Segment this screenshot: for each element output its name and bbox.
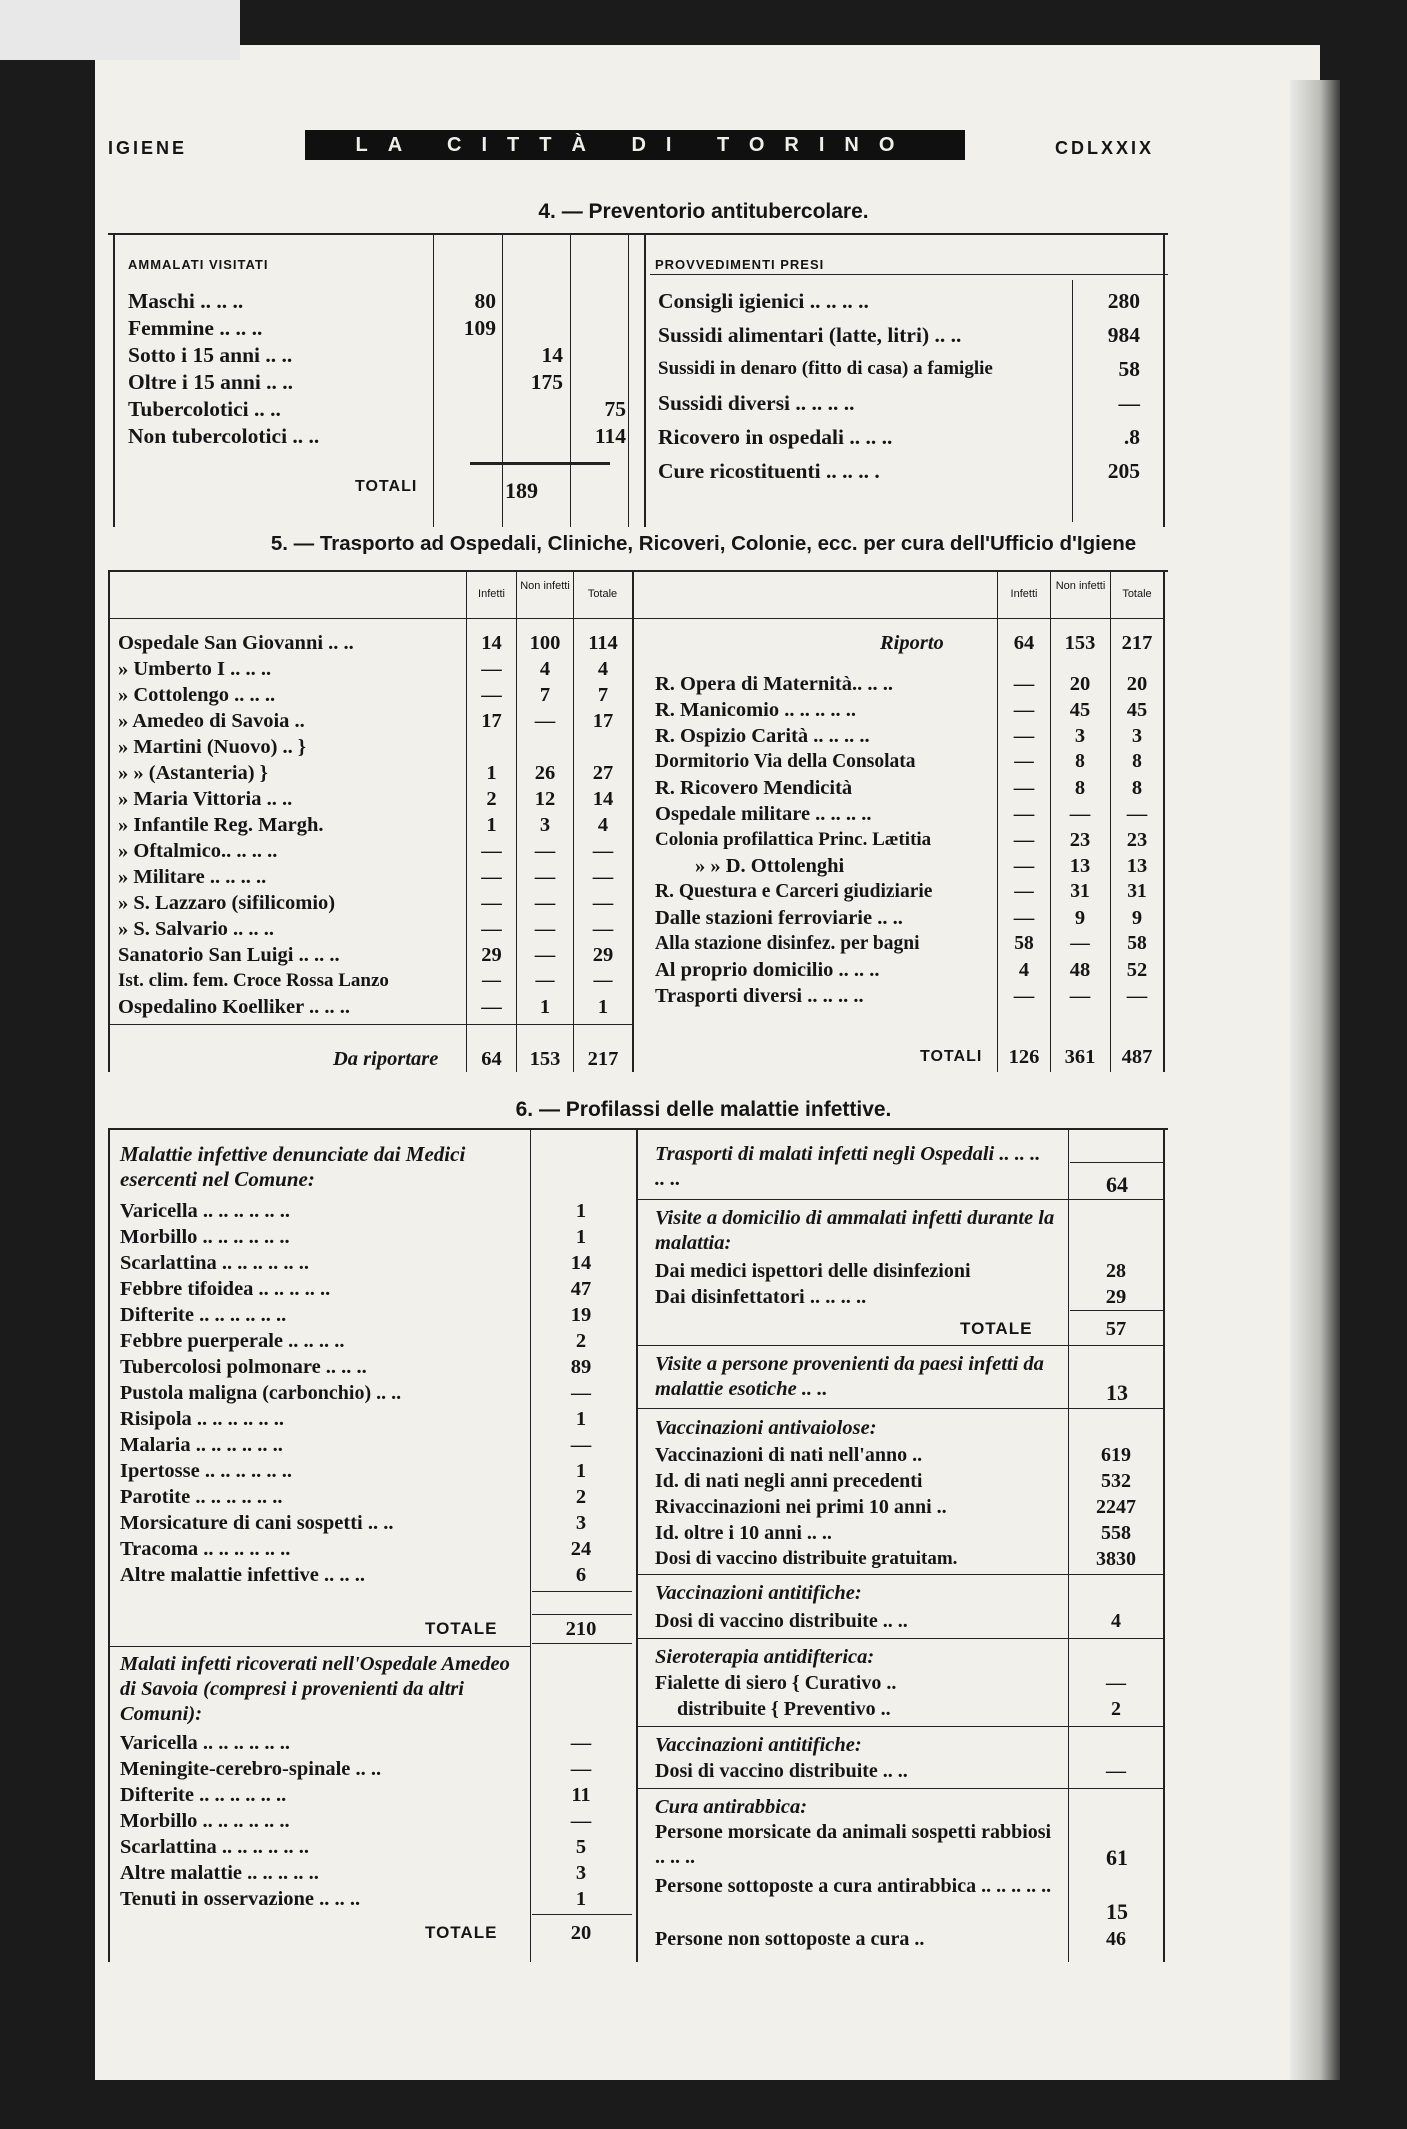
row-label: Ospedale San Giovanni .. .. — [118, 632, 354, 654]
row-value: 14 — [570, 1252, 592, 1274]
infetti-value: — — [1013, 777, 1035, 799]
infetti-value: — — [481, 996, 502, 1018]
row-value: 20 — [570, 1922, 592, 1944]
infetti-value: 58 — [1014, 933, 1034, 954]
totale-value: — — [1126, 985, 1148, 1007]
non-infetti-value: 7 — [539, 684, 551, 706]
col-head-infetti: Infetti — [478, 588, 505, 600]
row-value: 1 — [575, 1200, 587, 1222]
row-label: Pustola maligna (carbonchio) .. .. — [120, 1382, 402, 1404]
non-infetti-value: 361 — [1064, 1046, 1096, 1068]
row-label: Sussidi diversi .. .. .. .. — [658, 391, 855, 415]
totale-value: 27 — [592, 762, 614, 784]
row-label: Oltre i 15 anni .. .. — [128, 370, 294, 394]
col-head-totale: Totale — [1122, 588, 1152, 600]
totale-value: — — [1126, 803, 1148, 825]
s6-visite-head: Visite a domicilio di ammalati infetti durante la malattia: — [655, 1207, 1055, 1254]
s4-right-head: PROVVEDIMENTI PRESI — [655, 257, 825, 272]
rule — [636, 1199, 1165, 1200]
row-label: Ospedale militare .. .. .. .. — [655, 803, 872, 825]
row-value: 24 — [570, 1538, 592, 1560]
totale-value: 9 — [1131, 907, 1143, 929]
row-label: Malaria .. .. .. .. .. .. — [120, 1434, 283, 1456]
row-label: » Oftalmico.. .. .. .. — [118, 840, 278, 862]
rule — [632, 572, 634, 1072]
row-label: » Infantile Reg. Margh. — [118, 814, 324, 836]
row-value: 619 — [1101, 1444, 1131, 1466]
rule — [1070, 1310, 1163, 1311]
rule — [636, 1408, 1165, 1409]
row-label: Dosi di vaccino distribuite .. .. — [655, 1760, 908, 1782]
non-infetti-value: 3 — [1074, 725, 1086, 747]
infetti-value: — — [1013, 907, 1035, 929]
row-value: — — [1118, 391, 1140, 415]
rule — [1163, 1130, 1165, 1962]
row-label: Vaccinazioni di nati nell'anno .. — [655, 1444, 923, 1466]
non-infetti-value: — — [1070, 933, 1090, 954]
row-label: distribuite { Preventivo .. — [677, 1698, 891, 1720]
row-label: Al proprio domicilio .. .. .. — [655, 959, 880, 981]
row-label: R. Questura e Carceri giudiziarie — [655, 881, 933, 902]
row-value: — — [570, 1810, 592, 1832]
s6-left-head2: Malati infetti ricoverati nell'Ospedale Amedeo di Savoia (compresi i provenienti da altri Comuni): — [120, 1653, 510, 1725]
row-label: Sanatorio San Luigi .. .. .. — [118, 944, 340, 966]
row-label: » Maria Vittoria .. .. — [118, 788, 293, 810]
rule — [108, 233, 1168, 235]
row-label: Cure ricostituenti .. .. .. . — [658, 459, 880, 483]
row-label: Colonia profilattica Princ. Lætitia — [655, 829, 932, 850]
row-label: Febbre tifoidea .. .. .. .. .. — [120, 1278, 331, 1300]
row-label: » Cottolengo .. .. .. — [118, 684, 276, 706]
s4-total-value: 189 — [505, 478, 538, 503]
infetti-value: — — [1014, 881, 1034, 902]
row-label: Morsicature di cani sospetti .. .. — [120, 1512, 394, 1534]
row-label: » » (Astanteria) } — [118, 762, 268, 784]
row-label: Tenuti in osservazione .. .. .. — [120, 1888, 361, 1910]
row-label: Persone non sottoposte a cura .. — [655, 1928, 925, 1950]
row-label: Tubercolosi polmonare .. .. .. — [120, 1356, 367, 1378]
row-label: Tracoma .. .. .. .. .. .. — [120, 1538, 291, 1560]
row-label: » S. Salvario .. .. .. — [118, 918, 275, 940]
rule — [650, 274, 1168, 275]
row-value: 6 — [575, 1564, 587, 1586]
s4-total-label: TOTALI — [355, 478, 418, 495]
row-label: Sussidi alimentari (latte, litri) .. .. — [658, 323, 962, 347]
row-label: Sussidi in denaro (fitto di casa) a famiglie — [658, 358, 993, 379]
row-label: Morbillo .. .. .. .. .. .. — [120, 1226, 290, 1248]
page-edge-shadow — [1290, 80, 1340, 2080]
row-value: .8 — [1123, 425, 1140, 449]
non-infetti-value: 8 — [1074, 777, 1086, 799]
rule — [636, 1726, 1165, 1727]
row-label: Tubercolotici .. .. — [128, 397, 281, 421]
infetti-value: 1 — [486, 814, 497, 836]
non-infetti-value: 4 — [539, 658, 551, 680]
row-value: 46 — [1106, 1928, 1126, 1950]
row-label: Parotite .. .. .. .. .. .. — [120, 1486, 283, 1508]
s6-rabbia-value: 61 — [1106, 1845, 1128, 1870]
section-5-title: 5. — Trasporto ad Ospedali, Cliniche, Ricoveri, Colonie, ecc. per cura dell'Ufficio d'Igiene — [270, 532, 1137, 555]
row-value: 3 — [575, 1862, 587, 1884]
infetti-value: — — [1013, 673, 1035, 695]
row-value: 2 — [1111, 1698, 1121, 1720]
row-label: » Umberto I .. .. .. — [118, 658, 272, 680]
running-head-banner: LA CITTÀ DI TORINO — [305, 130, 965, 160]
row-value: 2 — [575, 1486, 587, 1508]
row-label: Morbillo .. .. .. .. .. .. — [120, 1810, 290, 1832]
infetti-value: — — [481, 658, 502, 680]
infetti-value: 64 — [1013, 632, 1035, 654]
section-6-title: 6. — Profilassi delle malattie infettive. — [515, 1098, 892, 1121]
row-value: 89 — [570, 1356, 592, 1378]
row-label: » S. Lazzaro (sifilicomio) — [118, 892, 336, 914]
infetti-value: 1 — [486, 762, 497, 784]
row-label: Dormitorio Via della Consolata — [655, 751, 916, 772]
col-head-totale: Totale — [587, 588, 618, 600]
totale-value: 8 — [1132, 751, 1142, 772]
rule — [636, 1638, 1165, 1639]
row-value: 3 — [575, 1512, 587, 1534]
rule — [634, 618, 1164, 619]
s6-trasporti-label: Trasporti di malati infetti negli Ospedali .. .. .. .. .. — [655, 1143, 1041, 1190]
row-label: Da riportare — [333, 1048, 439, 1070]
infetti-value: — — [482, 970, 501, 991]
row-label: Ricovero in ospedali .. .. .. — [658, 425, 893, 449]
row-label: Ist. clim. fem. Croce Rossa Lanzo — [118, 970, 389, 991]
infetti-value: — — [481, 918, 502, 940]
totale-value: 31 — [1127, 881, 1147, 902]
non-infetti-value: 153 — [529, 1048, 561, 1070]
row-value: — — [571, 1382, 591, 1404]
non-infetti-value: 26 — [534, 762, 556, 784]
col-head-infetti: Infetti — [1010, 588, 1038, 600]
row-value: 2 — [575, 1330, 587, 1352]
row-label: Risipola .. .. .. .. .. .. — [120, 1408, 285, 1430]
rule — [108, 1130, 110, 1962]
s6-siero-head: Sieroterapia antidifterica: — [655, 1646, 875, 1668]
row-value: 19 — [570, 1304, 592, 1326]
s6-rabbia-head: Cura antirabbica: — [655, 1796, 808, 1818]
row-value: 109 — [463, 316, 496, 340]
non-infetti-value: 45 — [1069, 699, 1091, 721]
row-value: 75 — [604, 397, 626, 421]
row-label: R. Ospizio Carità .. .. .. .. — [655, 725, 870, 747]
non-infetti-value: — — [534, 918, 556, 940]
row-value: 3830 — [1096, 1548, 1136, 1570]
rule — [636, 1345, 1165, 1346]
infetti-value: — — [1013, 985, 1035, 1007]
totale-value: — — [593, 970, 613, 991]
row-label: Dai disinfettatori .. .. .. .. — [655, 1286, 867, 1308]
non-infetti-value: 100 — [529, 632, 561, 654]
row-value: 5 — [575, 1836, 587, 1858]
infetti-value: — — [1013, 855, 1035, 877]
col-head-non-infetti: Non infetti — [520, 580, 570, 592]
row-label: » Martini (Nuovo) .. } — [118, 736, 307, 758]
non-infetti-value: — — [1069, 985, 1091, 1007]
s6-rabbia-label: Persone sottoposte a cura antirabbica .. .. .. .. .. — [655, 1875, 1052, 1897]
non-infetti-value: 23 — [1069, 829, 1091, 851]
row-value: 280 — [1107, 289, 1140, 313]
rule — [636, 1788, 1165, 1789]
row-value: 47 — [570, 1278, 592, 1300]
s6-esotiche-value: 13 — [1106, 1380, 1128, 1405]
totale-value: 17 — [592, 710, 614, 732]
totale-value: 52 — [1126, 959, 1148, 981]
row-label: Riporto — [880, 632, 944, 654]
row-label: Femmine .. .. .. — [128, 316, 263, 340]
non-infetti-value: — — [534, 866, 556, 888]
rule — [1070, 1162, 1163, 1163]
row-label: Scarlattina .. .. .. .. .. .. — [120, 1836, 310, 1858]
row-value: — — [1106, 1760, 1126, 1782]
running-head-left: IGIENE — [108, 138, 188, 158]
rule — [532, 1914, 632, 1915]
row-label: Id. di nati negli anni precedenti — [655, 1470, 923, 1492]
non-infetti-value: 31 — [1070, 881, 1090, 902]
rule — [108, 1646, 530, 1647]
non-infetti-value: 153 — [1064, 632, 1096, 654]
infetti-value: — — [1013, 829, 1035, 851]
row-label: TOTALE — [960, 1319, 1033, 1338]
row-label: R. Ricovero Mendicità — [655, 777, 853, 799]
totale-value: — — [592, 918, 614, 940]
row-value: 205 — [1107, 459, 1140, 483]
rule — [532, 1614, 632, 1615]
totale-value: 29 — [592, 944, 614, 966]
totale-value: 487 — [1121, 1046, 1153, 1068]
non-infetti-value: — — [534, 944, 556, 966]
row-label: Altre malattie .. .. .. .. .. — [120, 1862, 319, 1884]
rule — [644, 235, 646, 527]
rule — [1072, 280, 1073, 522]
scan-margin — [0, 0, 240, 60]
row-value: 210 — [565, 1618, 597, 1640]
row-label: Scarlattina .. .. .. .. .. .. — [120, 1252, 310, 1274]
row-label: Sotto i 15 anni .. .. — [128, 343, 293, 367]
s6-tifo-head: Vaccinazioni antitifiche: — [655, 1582, 862, 1604]
non-infetti-value: — — [534, 840, 556, 862]
infetti-value: 126 — [1008, 1046, 1040, 1068]
infetti-value: — — [1013, 803, 1035, 825]
rule — [1068, 1130, 1069, 1962]
infetti-value: 64 — [481, 1048, 502, 1070]
infetti-value: 2 — [486, 788, 497, 810]
s6-rabbia-label: Persone morsicate da animali sospetti rabbiosi .. .. .. — [655, 1821, 1052, 1868]
row-label: Meningite-cerebro-spinale .. .. — [120, 1758, 382, 1780]
row-value: 29 — [1105, 1286, 1127, 1308]
col-head-non-infetti: Non infetti — [1055, 580, 1106, 592]
totale-value: 13 — [1126, 855, 1148, 877]
row-value: 11 — [571, 1784, 591, 1806]
row-label: Difterite .. .. .. .. .. .. — [120, 1304, 287, 1326]
s6-rabbia-value: 15 — [1106, 1899, 1128, 1924]
row-label: Ospedalino Koelliker .. .. .. — [118, 996, 350, 1018]
row-value: — — [1106, 1672, 1126, 1694]
row-label: Dai medici ispettori delle disinfezioni — [655, 1260, 971, 1282]
non-infetti-value: 48 — [1069, 959, 1091, 981]
non-infetti-value: — — [534, 892, 556, 914]
rule — [108, 570, 1168, 572]
infetti-value: — — [481, 840, 502, 862]
totale-value: 58 — [1127, 933, 1147, 954]
totale-value: 4 — [597, 814, 609, 836]
row-label: Maschi .. .. .. — [128, 289, 244, 313]
row-value: 80 — [474, 289, 496, 313]
row-label: » Amedeo di Savoia .. — [118, 710, 305, 732]
totale-value: 14 — [592, 788, 614, 810]
row-label: Trasporti diversi .. .. .. .. — [655, 985, 864, 1007]
row-label: TOTALE — [425, 1619, 498, 1638]
infetti-value: 17 — [481, 710, 502, 732]
totale-value: 3 — [1131, 725, 1143, 747]
row-label: Consigli igienici .. .. .. .. — [658, 289, 869, 313]
non-infetti-value: — — [1069, 803, 1091, 825]
infetti-value: 4 — [1018, 959, 1030, 981]
row-value: 1 — [575, 1408, 587, 1430]
infetti-value: — — [1013, 725, 1035, 747]
non-infetti-value: 1 — [539, 996, 551, 1018]
row-value: 57 — [1105, 1318, 1127, 1340]
totale-value: — — [592, 892, 614, 914]
row-label: TOTALI — [920, 1048, 983, 1065]
totale-value: — — [592, 866, 614, 888]
totale-value: — — [592, 840, 614, 862]
totale-value: 7 — [597, 684, 609, 706]
non-infetti-value: — — [534, 710, 556, 732]
s6-anticol-head: Vaccinazioni antitifiche: — [655, 1734, 862, 1756]
totale-value: 217 — [1121, 632, 1153, 654]
rule — [570, 235, 571, 527]
row-value: — — [570, 1434, 592, 1456]
row-label: Alla stazione disinfez. per bagni — [655, 933, 920, 954]
row-label: Ipertosse .. .. .. .. .. .. — [120, 1460, 292, 1482]
non-infetti-value: 3 — [539, 814, 551, 836]
row-label: Varicella .. .. .. .. .. .. — [120, 1200, 291, 1222]
row-label: Non tubercolotici .. .. — [128, 424, 320, 448]
non-infetti-value: 12 — [534, 788, 556, 810]
row-label: Varicella .. .. .. .. .. .. — [120, 1732, 291, 1754]
totale-value: 217 — [587, 1048, 619, 1070]
infetti-value: 29 — [481, 944, 502, 966]
totale-value: 45 — [1126, 699, 1148, 721]
row-label: Rivaccinazioni nei primi 10 anni .. — [655, 1496, 947, 1518]
row-value: 1 — [575, 1226, 587, 1248]
rule — [532, 1643, 632, 1644]
rule — [108, 618, 634, 619]
non-infetti-value: — — [535, 970, 555, 991]
row-value: 28 — [1106, 1260, 1126, 1282]
rule — [470, 462, 610, 465]
non-infetti-value: 8 — [1075, 751, 1085, 772]
totale-value: 8 — [1131, 777, 1143, 799]
row-label: Febbre puerperale .. .. .. .. — [120, 1330, 345, 1352]
rule — [532, 1591, 632, 1592]
row-label: R. Opera di Maternità.. .. .. — [655, 673, 893, 695]
infetti-value: — — [481, 892, 502, 914]
rule — [108, 1128, 1168, 1130]
infetti-value: 14 — [481, 632, 502, 654]
s6-esotiche-label: Visite a persone provenienti da paesi infetti da malattie esotiche .. .. — [655, 1353, 1044, 1400]
infetti-value: — — [1014, 751, 1034, 772]
totale-value: 4 — [597, 658, 609, 680]
row-value: — — [570, 1732, 592, 1754]
infetti-value: — — [481, 684, 502, 706]
totale-value: 1 — [597, 996, 609, 1018]
rule — [1163, 572, 1165, 1072]
row-label: Dosi di vaccino distribuite gratuitam. — [655, 1548, 958, 1569]
non-infetti-value: 13 — [1069, 855, 1091, 877]
non-infetti-value: 9 — [1074, 907, 1086, 929]
infetti-value: — — [481, 866, 502, 888]
rule — [113, 235, 115, 527]
row-value: 4 — [1111, 1610, 1121, 1632]
row-label: Dalle stazioni ferroviarie .. .. — [655, 907, 903, 929]
row-value: 114 — [594, 424, 626, 448]
page-number: CDLXXIX — [1055, 138, 1155, 158]
row-value: — — [570, 1758, 592, 1780]
row-label: Id. oltre i 10 anni .. .. — [655, 1522, 832, 1544]
row-value: 1 — [575, 1460, 587, 1482]
row-label: » Militare .. .. .. .. — [118, 866, 267, 888]
s6-trasporti-value: 64 — [1106, 1172, 1128, 1197]
s6-left-head: Malattie infettive denunciate dai Medici esercenti nel Comune: — [120, 1142, 466, 1191]
row-label: Altre malattie infettive .. .. .. — [120, 1564, 365, 1586]
row-value: 558 — [1101, 1522, 1131, 1544]
row-label: Dosi di vaccino distribuite .. .. — [655, 1610, 908, 1632]
infetti-value: — — [1013, 699, 1035, 721]
row-label: » » D. Ottolenghi — [695, 855, 845, 877]
rule — [433, 235, 434, 527]
non-infetti-value: 20 — [1069, 673, 1091, 695]
row-value: 58 — [1118, 357, 1140, 381]
s6-vaiolo-head: Vaccinazioni antivaiolose: — [655, 1417, 877, 1439]
rule — [628, 235, 629, 527]
row-value: 14 — [541, 343, 563, 367]
rule — [108, 1024, 634, 1025]
row-label: Difterite .. .. .. .. .. .. — [120, 1784, 287, 1806]
section-4-title: 4. — Preventorio antitubercolare. — [538, 200, 869, 223]
row-value: 532 — [1101, 1470, 1131, 1492]
rule — [1163, 235, 1165, 527]
row-label: Fialette di siero { Curativo .. — [655, 1672, 897, 1694]
row-label: R. Manicomio .. .. .. .. .. — [655, 699, 856, 721]
row-value: 1 — [575, 1888, 587, 1910]
totale-value: 23 — [1126, 829, 1148, 851]
row-value: 2247 — [1096, 1496, 1136, 1518]
rule — [636, 1130, 638, 1962]
row-value: 175 — [530, 370, 563, 394]
row-value: 984 — [1107, 323, 1140, 347]
totale-value: 20 — [1126, 673, 1148, 695]
rule — [636, 1574, 1165, 1575]
s4-left-head: AMMALATI VISITATI — [128, 257, 269, 272]
rule — [108, 572, 110, 1072]
totale-value: 114 — [588, 632, 618, 654]
row-label: TOTALE — [425, 1923, 498, 1942]
